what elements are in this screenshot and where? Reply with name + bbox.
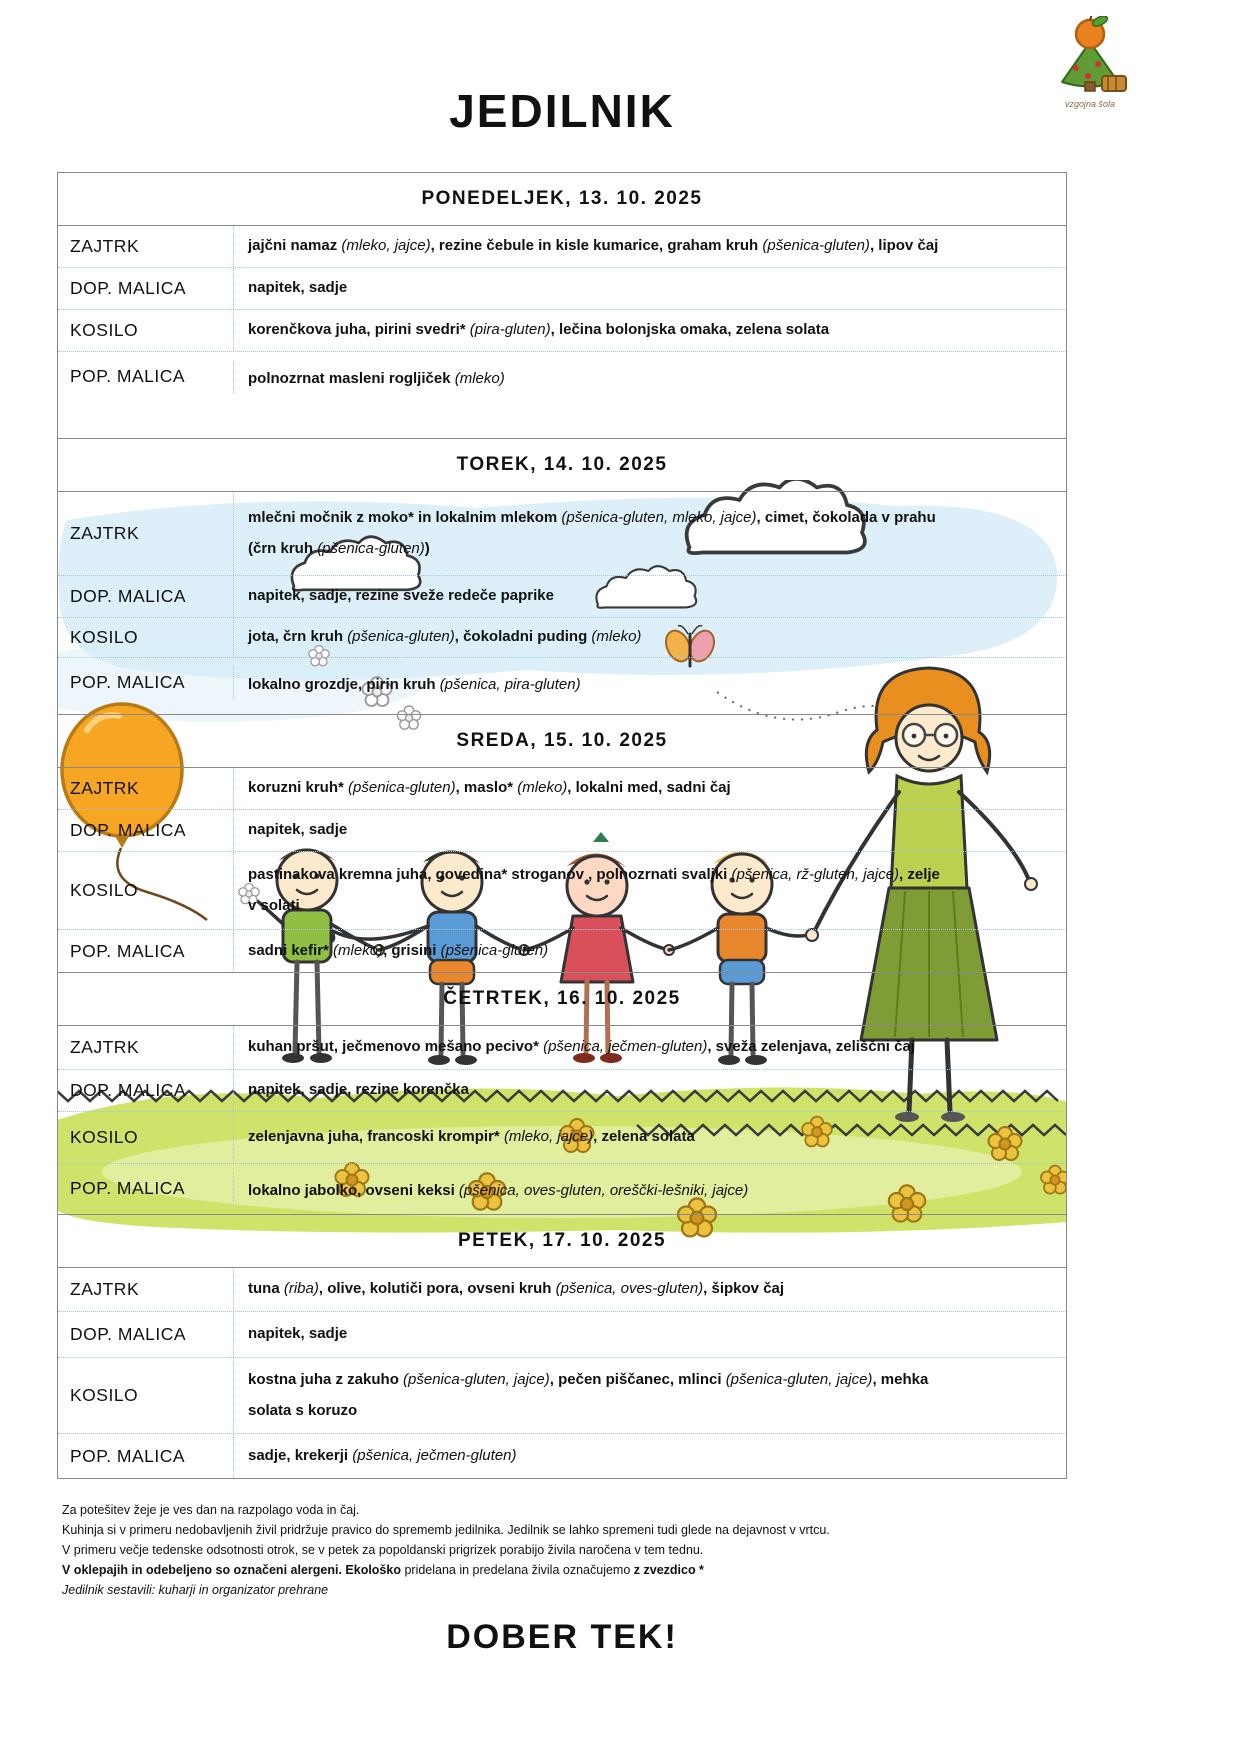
text-segment: (mleko) bbox=[517, 779, 568, 797]
meal-row bbox=[58, 576, 1066, 618]
text-segment: , šipkov čaj bbox=[703, 1280, 785, 1298]
meal-row bbox=[58, 658, 1066, 714]
meal-label: ZAJTRK bbox=[58, 768, 234, 809]
day-section bbox=[58, 972, 1066, 1214]
text-segment: , grisini bbox=[383, 941, 441, 959]
text-segment: Za potešitev žeje je ves dan na razpolago voda in čaj. bbox=[62, 1503, 360, 1517]
text-segment: z zvezdico * bbox=[633, 1562, 704, 1577]
text-segment: ) bbox=[424, 539, 430, 557]
meal-row bbox=[58, 492, 1066, 576]
text-segment: (pšenica-gluten, mleko, jajce) bbox=[561, 508, 757, 526]
meal-row bbox=[58, 352, 1066, 438]
text-segment: napitek, sadje, rezine korenčka bbox=[248, 1081, 469, 1099]
text-segment: korenčkova juha, pirini svedri* bbox=[248, 321, 470, 339]
meal-content bbox=[234, 492, 1066, 575]
text-segment: , rezine čebule in kisle kumarice, graham kruh bbox=[430, 237, 763, 255]
meal-label: DOP. MALICA bbox=[58, 810, 234, 851]
meal-label: POP. MALICA bbox=[58, 1172, 234, 1205]
day-section bbox=[58, 714, 1066, 972]
text-segment: lokalno grozdje, pirin kruh bbox=[248, 676, 440, 693]
text-segment: (pšenica-gluten, jajce) bbox=[403, 1370, 550, 1388]
meal-content bbox=[234, 268, 1066, 309]
text-segment: napitek, sadje bbox=[248, 1325, 348, 1343]
meal-label: DOP. MALICA bbox=[58, 576, 234, 617]
meal-content bbox=[234, 1358, 1066, 1433]
text-segment: (pšenica, rž-gluten, jajce) bbox=[731, 865, 900, 883]
page-title: JEDILNIK bbox=[449, 85, 675, 137]
meal-content bbox=[234, 1434, 1066, 1478]
text-segment: , cimet, čokolada v prahu bbox=[756, 508, 936, 526]
day-section bbox=[58, 1214, 1066, 1478]
text-segment: (mleko) bbox=[591, 628, 642, 646]
meal-row bbox=[58, 1434, 1066, 1478]
text-segment: V primeru večje tedenske odsotnosti otrok, se v petek za popoldanski prigrizek porabijo živila naročena v tem tednu. bbox=[62, 1542, 704, 1557]
text-segment: napitek, sadje, rezine sveže redeče paprike bbox=[248, 587, 554, 605]
meal-row bbox=[58, 1164, 1066, 1214]
text-segment: (pšenica-gluten) bbox=[347, 628, 455, 646]
day-section bbox=[58, 173, 1066, 438]
day-header bbox=[58, 173, 1066, 226]
day-section bbox=[58, 438, 1066, 714]
meal-label: ZAJTRK bbox=[58, 492, 234, 575]
meal-label: DOP. MALICA bbox=[58, 268, 234, 309]
meal-row bbox=[58, 852, 1066, 930]
meal-content bbox=[234, 310, 1066, 351]
footer-line bbox=[62, 1502, 1067, 1519]
text-segment: (pšenica-gluten) bbox=[440, 941, 549, 959]
text-segment: , lečina bolonjska omaka, zelena solata bbox=[550, 321, 830, 339]
footer-line bbox=[62, 1542, 1067, 1559]
text-segment: mlečni močnik z moko* in lokalnim mlekom bbox=[248, 508, 562, 526]
meal-label: POP. MALICA bbox=[58, 666, 234, 699]
meal-row bbox=[58, 1070, 1066, 1112]
meal-content bbox=[234, 852, 1066, 929]
meal-content bbox=[234, 576, 1066, 617]
text-segment: polnozrnat masleni rogljiček bbox=[248, 370, 455, 387]
text-segment: (pšenica, pira-gluten) bbox=[439, 676, 581, 693]
text-segment: (pšenica, oves-gluten, oreščki-lešniki, jajce) bbox=[458, 1182, 749, 1199]
text-segment: (pšenica, ječmen-gluten) bbox=[543, 1038, 708, 1056]
meal-label: DOP. MALICA bbox=[58, 1070, 234, 1111]
text-segment: (mleko) bbox=[454, 370, 505, 387]
text-segment: tuna bbox=[248, 1280, 284, 1298]
text-segment: (mleko) bbox=[333, 941, 384, 959]
text-segment: pastinakova kremna juha, govedina* stroganov , polnozrnati svaljki bbox=[248, 865, 732, 883]
text-segment: , zelje bbox=[899, 865, 940, 883]
text-segment: , čokoladni puding bbox=[454, 628, 592, 646]
text-segment: lokalno jabolko, ovseni keksi bbox=[248, 1182, 459, 1199]
meal-content bbox=[234, 666, 1066, 705]
text-segment: zelenjavna juha, francoski krompir* bbox=[248, 1128, 504, 1146]
footer-line bbox=[62, 1522, 1067, 1539]
day-title: SREDA, 15. 10. 2025 bbox=[456, 730, 668, 751]
text-segment: sadje, krekerji bbox=[248, 1446, 353, 1464]
text-segment: (pšenica, ječmen-gluten) bbox=[352, 1446, 517, 1464]
text-segment: Kuhinja si v primeru nedobavljenih živil pridržuje pravico do sprememb jedilnika. Jedilnik se lahko spremeni tudi glede na dejavnost v vrtcu. bbox=[62, 1522, 830, 1537]
text-segment: , pečen piščanec, mlinci bbox=[549, 1370, 726, 1388]
text-segment: (pšenica, oves-gluten) bbox=[555, 1280, 704, 1298]
text-segment: , mehka bbox=[872, 1370, 929, 1388]
meal-content bbox=[234, 768, 1066, 809]
day-title: TOREK, 14. 10. 2025 bbox=[456, 454, 668, 475]
text-segment: Jedilnik sestavili: kuharji in organizator prehrane bbox=[62, 1582, 329, 1597]
meal-content bbox=[234, 1172, 1066, 1211]
text-segment: V oklepajih in odebeljeno so označeni alergeni. Ekološko bbox=[62, 1562, 405, 1577]
day-header bbox=[58, 1214, 1066, 1268]
meal-content bbox=[234, 930, 1066, 972]
meal-row bbox=[58, 1358, 1066, 1434]
meal-content bbox=[234, 1112, 1066, 1163]
day-title: ČETRTEK, 16. 10. 2025 bbox=[443, 988, 681, 1009]
meal-row bbox=[58, 618, 1066, 658]
school-logo-caption: vzgojna šola bbox=[1064, 99, 1116, 109]
meal-label: DOP. MALICA bbox=[58, 1312, 234, 1357]
meal-label: ZAJTRK bbox=[58, 226, 234, 267]
day-header bbox=[58, 714, 1066, 768]
meal-label: ZAJTRK bbox=[58, 1268, 234, 1311]
text-segment: sadni kefir* bbox=[248, 941, 334, 959]
text-segment: (mleko, jajce) bbox=[503, 1128, 594, 1146]
text-segment: solata s koruzo bbox=[248, 1401, 358, 1419]
footer-notes bbox=[62, 1502, 1067, 1601]
text-segment: (pšenica-gluten, jajce) bbox=[725, 1370, 873, 1388]
text-segment: (pšenica-gluten) bbox=[348, 779, 456, 797]
meal-row bbox=[58, 810, 1066, 852]
text-segment: , olive, kolutiči pora, ovseni kruh bbox=[318, 1280, 556, 1298]
day-title: PONEDELJEK, 13. 10. 2025 bbox=[421, 188, 703, 209]
text-segment: (pšenica-gluten) bbox=[762, 237, 870, 255]
meal-content bbox=[234, 226, 1066, 267]
meal-content bbox=[234, 1070, 1066, 1111]
text-segment: , maslo* bbox=[455, 779, 518, 797]
text-segment: (črn kruh bbox=[248, 539, 318, 557]
bon-appetit-text: DOBER TEK! bbox=[446, 1618, 678, 1656]
text-segment: napitek, sadje bbox=[248, 821, 348, 839]
text-segment: , zelena solata bbox=[593, 1128, 695, 1146]
meal-row bbox=[58, 1112, 1066, 1164]
meal-row bbox=[58, 930, 1066, 972]
meal-row bbox=[58, 226, 1066, 268]
meal-label: ZAJTRK bbox=[58, 1026, 234, 1069]
meal-label: POP. MALICA bbox=[58, 1434, 234, 1478]
footer-line bbox=[62, 1582, 1067, 1599]
menu-table bbox=[57, 172, 1067, 1479]
meal-label: KOSILO bbox=[58, 1112, 234, 1163]
text-segment: pridelana in predelana živila označujemo bbox=[404, 1562, 634, 1577]
meal-label: KOSILO bbox=[58, 852, 234, 929]
meal-label: KOSILO bbox=[58, 618, 234, 657]
text-segment: , lipov čaj bbox=[869, 237, 939, 255]
text-segment: koruzni kruh* bbox=[248, 779, 349, 797]
day-header bbox=[58, 972, 1066, 1026]
text-segment: v solati bbox=[248, 896, 300, 914]
day-header bbox=[58, 438, 1066, 492]
text-segment: kuhan pršut, ječmenovo mešano pecivo* bbox=[248, 1038, 544, 1056]
meal-content bbox=[234, 810, 1066, 851]
text-segment: , sveža zelenjava, zeliščni čaj bbox=[707, 1038, 915, 1056]
meal-row bbox=[58, 1268, 1066, 1312]
text-segment: , lokalni med, sadni čaj bbox=[567, 779, 731, 797]
text-segment: jota, črn kruh bbox=[248, 628, 348, 646]
meal-label: POP. MALICA bbox=[58, 930, 234, 972]
meal-content bbox=[234, 1026, 1066, 1069]
meal-row bbox=[58, 1026, 1066, 1070]
meal-content bbox=[234, 360, 1066, 399]
meal-content bbox=[234, 1268, 1066, 1311]
meal-label: KOSILO bbox=[58, 1358, 234, 1433]
text-segment: napitek, sadje bbox=[248, 279, 348, 297]
meal-row bbox=[58, 310, 1066, 352]
day-title: PETEK, 17. 10. 2025 bbox=[457, 1230, 667, 1251]
text-segment: (pšenica-gluten) bbox=[317, 539, 425, 557]
text-segment: (riba) bbox=[283, 1280, 319, 1298]
meal-row bbox=[58, 1312, 1066, 1358]
meal-label: KOSILO bbox=[58, 310, 234, 351]
meal-label: POP. MALICA bbox=[58, 360, 234, 393]
text-segment: kostna juha z zakuho bbox=[248, 1370, 404, 1388]
text-segment: jajčni namaz bbox=[248, 237, 342, 255]
text-segment: (pira-gluten) bbox=[469, 321, 551, 339]
meal-row bbox=[58, 768, 1066, 810]
meal-content bbox=[234, 1312, 1066, 1357]
meal-row bbox=[58, 268, 1066, 310]
meal-content bbox=[234, 618, 1066, 657]
footer-line bbox=[62, 1562, 1067, 1579]
text-segment: (mleko, jajce) bbox=[341, 237, 431, 255]
